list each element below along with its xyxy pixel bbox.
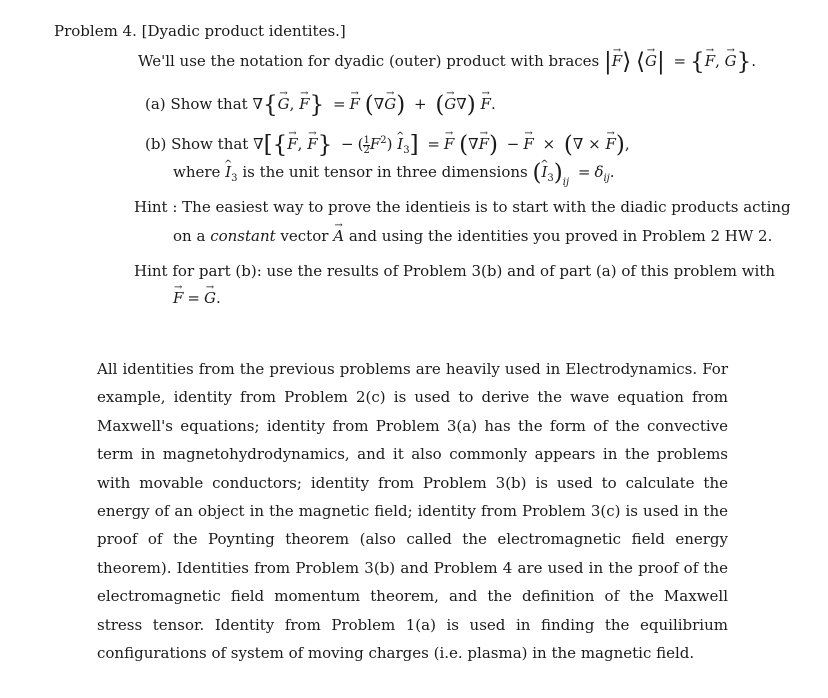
closing-paragraph: All identities from the previous problems are heavily used in Electrodynamics. For example, identity from Problem 2(c) is used to derive the wave equation from Maxwell's equations; identity from Problem 3(a) has the form of the convective term in magnetohydrodynamics, and it also commonly appears in the problems with movable conductors; identity from Problem 3(b) is used to calculate the energy of an object in the magnetic field; identity from Problem 3(c) is used in the proof of the Poynting theorem (also called the electromagnetic field energy theorem). Identities from Problem 3(b) and Problem 4 are used in the proof of the electromagnetic field momentum theorem, and the definition of the Maxwell stress tensor. Identity from Problem 1(a) is used in finding the equilibrium configurations of system of moving charges (i.e. plasma) in the magnetic field. [97,360,728,663]
intro-formula: |F →⟩ ⟨G →| = {F →, G →}. [604,52,756,70]
part-a-label: (a) [145,95,166,113]
hint-1-text: : The easiest way to prove the identieis is to start with the diadic products acting [172,198,791,216]
intro-line [138,49,757,75]
hint-1-text-a: on a [173,227,206,245]
part-b-where: where I $\^{}_3$ is the unit tensor in three dimensions (I $\^{}_3)_{ij} = \delta_{ij}$. [173,162,615,193]
part-b-label: (b) [145,135,167,153]
unit-tensor-formula: (I $\^{}_3)_{ij} = \delta_{ij}$. [533,163,615,181]
intro-text: We'll use the notation for dyadic (outer) product with braces [138,52,600,70]
hint-2-line-2: F → = G →. [173,288,221,308]
hint-2-text: for part (b): use the results of Problem 3(b) and of part (a) of this problem with [172,262,776,280]
hint-1-label: Hint [134,198,168,216]
hint-1-text-b: vector [280,227,329,245]
part-b-formula: ∇[{F →, F →} − ( $\frac{1}{2}$ $F^2$) I $\^{}_3] = F \to (\nabla F$ →) − F → × (∇ × F →), [253,135,630,153]
hint-1-line-1 [134,197,791,217]
hint-1-emphasis: constant [210,227,276,245]
problem-title: [Dyadic product identites.] [141,22,346,40]
part-a [145,92,496,118]
hint-2-label: Hint [134,262,168,280]
hint-2-line-1 [134,261,775,281]
part-b-text: Show that [171,135,249,153]
problem-heading [54,21,346,41]
where-text: where [173,163,221,181]
part-a-formula: ∇{G →, F →} = F → (∇G →) + (G →∇) F →. [252,95,495,113]
problem-label: Problem 4. [54,22,137,40]
hint-1-text-c: and using the identities you proved in Problem 2 HW 2. [348,227,773,245]
where-rest-text: is the unit tensor in three dimensions [242,163,528,181]
part-a-text: Show that [170,95,248,113]
hint-1-line-2: on a constant vector A → and using the identities you proved in Problem 2 HW 2. [173,226,772,246]
part-b [145,131,630,161]
